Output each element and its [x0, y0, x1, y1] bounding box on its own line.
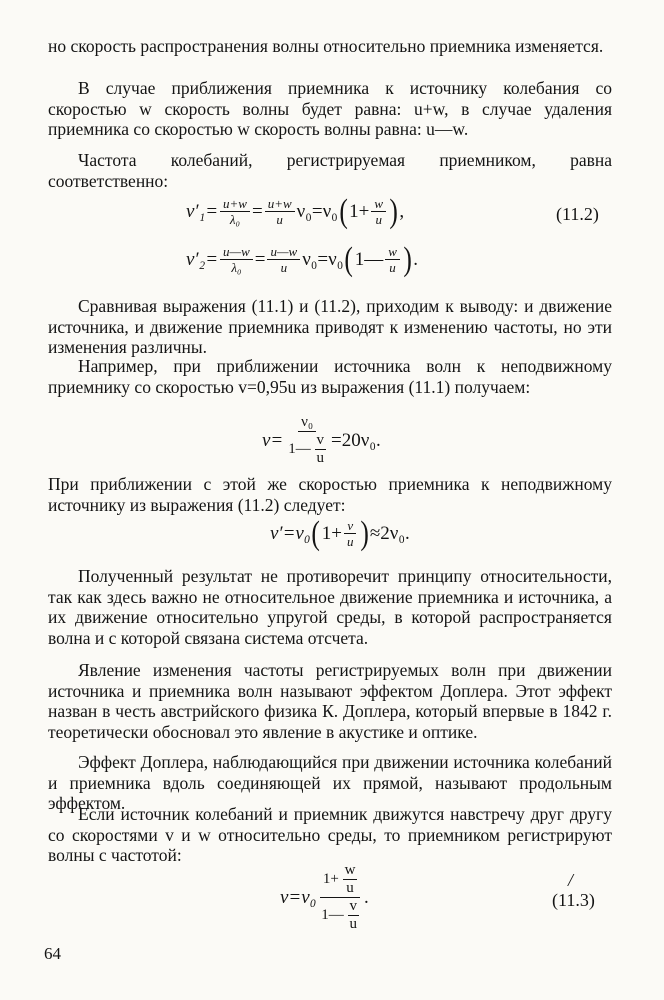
eq5-lhs: ν=ν₀	[280, 886, 317, 908]
eq5-den-fden: u	[349, 916, 358, 932]
paragraph-3: Частота колебаний, регистрируемая приемником, равна соответственно:	[48, 150, 612, 191]
eq1-fraction-2	[265, 196, 295, 227]
margin-mark: /	[568, 870, 574, 890]
equation-11-3	[280, 862, 369, 933]
equation-receiver-approach: ν′=ν₀ ( 1+ $\frac{v}{u}$ ) ≈2ν₀.	[270, 514, 410, 552]
eq2-f3-num: w	[385, 244, 400, 260]
eq2-inner: 1—	[354, 248, 384, 270]
eq2-f1-den: λ₀	[231, 260, 242, 275]
eq1-tail: ,	[399, 200, 405, 222]
eq3-den-fraction	[315, 432, 327, 467]
eq1-inner: 1+	[349, 200, 370, 222]
eq1-mid: ν₀=ν₀	[296, 200, 338, 222]
equation-source-approach	[262, 414, 381, 467]
eq4-tail: ≈2ν₀.	[369, 522, 410, 544]
eq5-denominator	[318, 898, 362, 933]
eq5-den-fraction	[348, 898, 360, 933]
paragraph-4: Сравнивая выражения (11.1) и (11.2), приходим к выводу: и движение источника, и движение приемника приводят к изменению частоты, но эти изменения различны.	[48, 296, 612, 357]
paragraph-9: Эффект Доплера, наблюдающийся при движении источника колебаний и приемника вдоль соединяющей их прямой, называют продольным эффектом.	[48, 752, 612, 813]
eq3-fraction	[285, 414, 329, 467]
paragraph-7: Полученный результат не противоречит принципу относительности, так как здесь важно не относительное движение приемника и источника, а их движение относительно упругой среды, в которой распространяется волна и с которой связана система отсчета.	[48, 566, 612, 648]
eq4-f-den: u	[347, 534, 354, 549]
eq3-lhs: ν=	[262, 429, 284, 451]
eq5-num-fden: u	[346, 880, 354, 896]
eq1-f3-den: u	[375, 212, 382, 227]
paragraph-8: Явление изменения частоты регистрируемых волн при движении источника и приемника волн называют эффектом Доплера. Этот эффект назван в честь австрийского физика К. Доплера, который впервые в 1842 г. теоретически обосновал это явление в акустике и оптике.	[48, 660, 612, 742]
eq2-fraction-3	[385, 244, 400, 275]
eq1-fraction-3	[371, 196, 386, 227]
eq4-f-num: v	[344, 518, 356, 534]
eq5-fraction	[318, 862, 362, 933]
eq5-num-prefix: 1+	[322, 870, 339, 887]
eq2-mid: ν₀=ν₀	[302, 248, 344, 270]
eq3-den-num: v	[316, 432, 325, 448]
equation-11-2-line-1: ν′₁= $\frac{u+w}{\text{λ₀}}$ = $\frac{u+w}{u}$ ν₀=ν₀ ( 1+ $\frac{w}{u}$ ) ,	[186, 192, 405, 230]
paragraph-10: Если источник колебаний и приемник движутся навстречу друг другу со скоростями v и w относительно среды, то приемником регистрируют волны с частотой:	[48, 804, 612, 865]
eq2-f1-num: u—w	[220, 244, 253, 260]
equation-number-11-2: (11.2)	[556, 204, 599, 224]
eq5-num-fnum: w	[344, 862, 356, 878]
eq2-tail: .	[413, 248, 418, 270]
eq2-lhs: ν′₂=	[186, 248, 219, 270]
eq1-f3-num: w	[371, 196, 386, 212]
eq3-num: ν₀	[298, 414, 316, 432]
eq2-fraction-2	[267, 244, 300, 275]
eq2-f2-den: u	[280, 260, 288, 275]
equation-11-2-line-2: ν′₂= $\frac{u—w}{\text{λ₀}}$ = $\frac{u—w}{u}$ ν₀=ν₀ ( 1— $\frac{w}{u}$ ) .	[186, 240, 418, 278]
eq5-tail: .	[364, 886, 369, 908]
paragraph-2: В случае приближения приемника к источнику колебания со скоростью w скорость волны будет равна: u+w, в случае удаления приемника со скоростью w скорость волны равна: u—w.	[48, 78, 612, 139]
eq3-tail: =20ν₀.	[331, 429, 381, 451]
eq1-fraction-1	[220, 196, 250, 227]
eq1-f2-num: u+w	[265, 196, 295, 212]
equation-number-11-3: (11.3)	[552, 890, 595, 910]
eq2-fraction-1	[220, 244, 253, 275]
paragraph-1: но скорость распространения волны относительно приемника изменяется.	[48, 36, 604, 56]
page-number: 64	[44, 944, 61, 963]
paragraph-5: Например, при приближении источника волн к неподвижному приемнику со скоростью v=0,95u из выражения (11.1) получаем:	[48, 356, 612, 397]
eq5-num-fraction	[343, 862, 358, 897]
eq5-den-fnum: v	[349, 898, 358, 914]
eq2-f3-den: u	[389, 260, 396, 275]
eq4-lhs: ν′=ν₀	[270, 522, 311, 544]
eq1-f2-den: u	[276, 212, 283, 227]
paragraph-6: При приближении с этой же скоростью приемника к неподвижному источнику из выражения (11.2) следует:	[48, 474, 612, 515]
eq2-f2-num: u—w	[267, 244, 300, 260]
eq1-f1-num: u+w	[220, 196, 250, 212]
eq4-inner: 1+	[321, 522, 342, 544]
eq3-den	[285, 432, 329, 467]
eq3-den-den: u	[316, 450, 325, 466]
eq1-f1-den: λ₀	[229, 212, 241, 227]
eq4-fraction	[344, 518, 357, 549]
eq3-den-prefix: 1—	[288, 440, 311, 457]
eq1-lhs: ν′₁=	[186, 200, 219, 222]
eq5-numerator	[320, 862, 361, 898]
eq5-den-prefix: 1—	[321, 906, 344, 923]
